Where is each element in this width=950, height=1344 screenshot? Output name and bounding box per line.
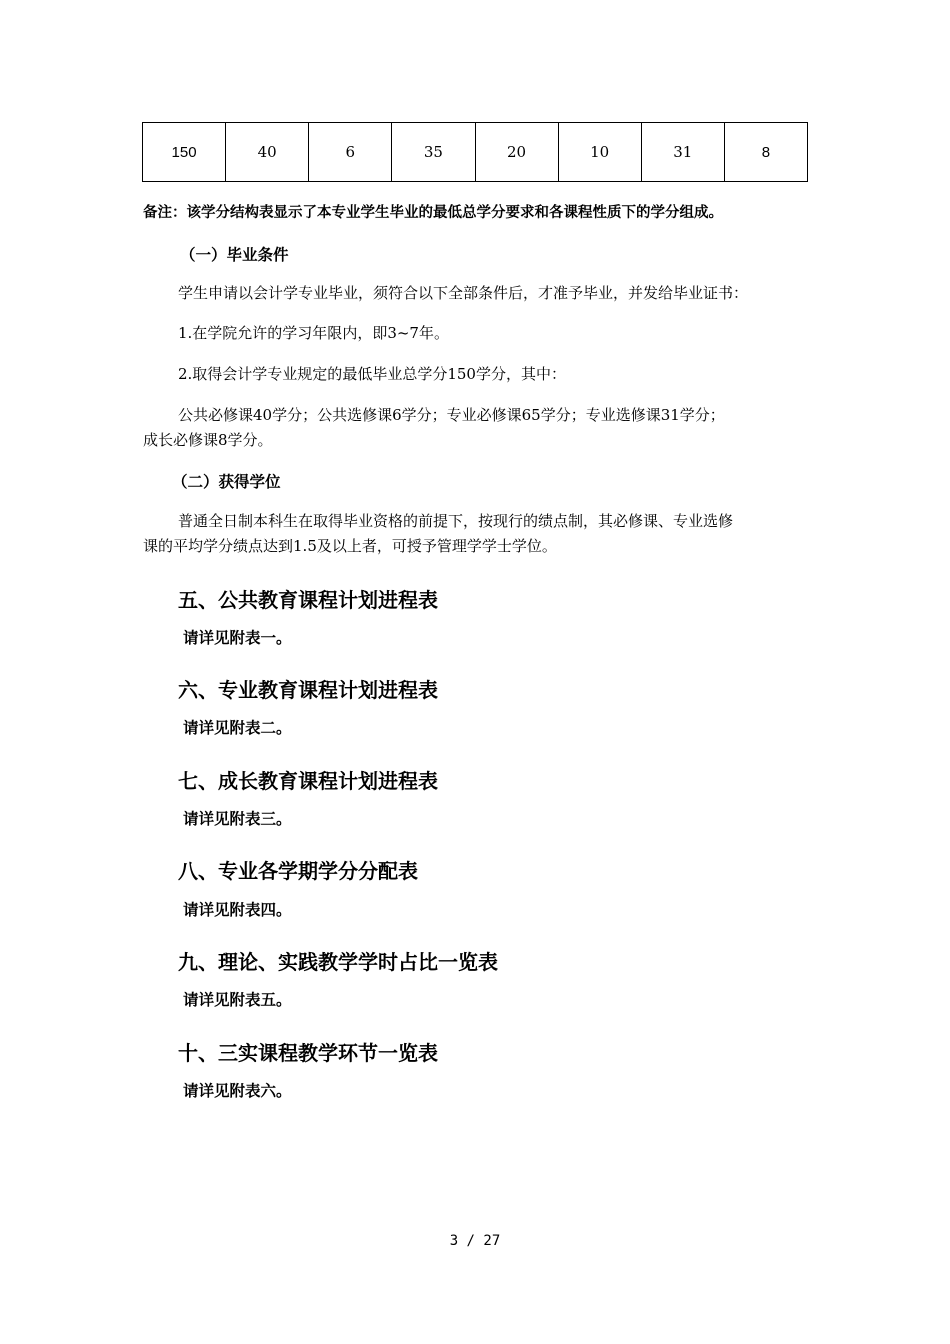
table-cell: 40 <box>226 123 309 182</box>
section-heading: 七、成长教育课程计划进程表 <box>178 769 438 793</box>
graduation-item-1: 1.在学院允许的学习年限内，即3~7年。 <box>178 324 449 342</box>
table-cell: 35 <box>392 123 475 182</box>
table-cell: 150 <box>143 123 226 182</box>
table-row <box>143 123 808 182</box>
degree-line-1: 普通全日制本科生在取得毕业资格的前提下，按现行的绩点制，其必修课、专业选修 <box>178 512 734 530</box>
section-heading: 十、三实课程教学环节一览表 <box>178 1041 438 1065</box>
table-cell: 6 <box>309 123 392 182</box>
section-heading: 九、理论、实践教学学时占比一览表 <box>178 950 498 974</box>
credit-structure-table <box>142 122 808 182</box>
graduation-conditions-title: （一）毕业条件 <box>180 246 289 264</box>
graduation-detail-line-2: 成长必修课8学分。 <box>143 431 273 449</box>
section-reference: 请详见附表三。 <box>183 810 292 828</box>
table-cell: 31 <box>641 123 724 182</box>
page-number: 3 / 27 <box>449 1233 501 1249</box>
section-reference: 请详见附表四。 <box>183 901 292 919</box>
section-heading: 八、专业各学期学分分配表 <box>178 859 418 883</box>
section-reference: 请详见附表一。 <box>183 629 292 647</box>
degree-line-2: 课的平均学分绩点达到1.5及以上者，可授予管理学学士学位。 <box>143 537 557 555</box>
section-reference: 请详见附表六。 <box>183 1082 292 1100</box>
table-cell: 8 <box>724 123 807 182</box>
section-reference: 请详见附表五。 <box>183 991 292 1009</box>
graduation-intro: 学生申请以会计学专业毕业，须符合以下全部条件后，才准予毕业，并发给毕业证书： <box>178 284 749 302</box>
graduation-detail-line-1: 公共必修课40学分；公共选修课6学分；专业必修课65学分；专业选修课31学分； <box>178 406 725 424</box>
section-heading: 五、公共教育课程计划进程表 <box>178 588 438 612</box>
table-note: 备注：该学分结构表显示了本专业学生毕业的最低总学分要求和各课程性质下的学分组成。 <box>143 205 723 221</box>
table-cell: 20 <box>475 123 558 182</box>
graduation-item-2: 2.取得会计学专业规定的最低毕业总学分150学分，其中： <box>178 365 566 383</box>
table-cell: 10 <box>558 123 641 182</box>
section-heading: 六、专业教育课程计划进程表 <box>178 678 438 702</box>
degree-title: （二）获得学位 <box>172 473 281 491</box>
section-reference: 请详见附表二。 <box>183 719 292 737</box>
